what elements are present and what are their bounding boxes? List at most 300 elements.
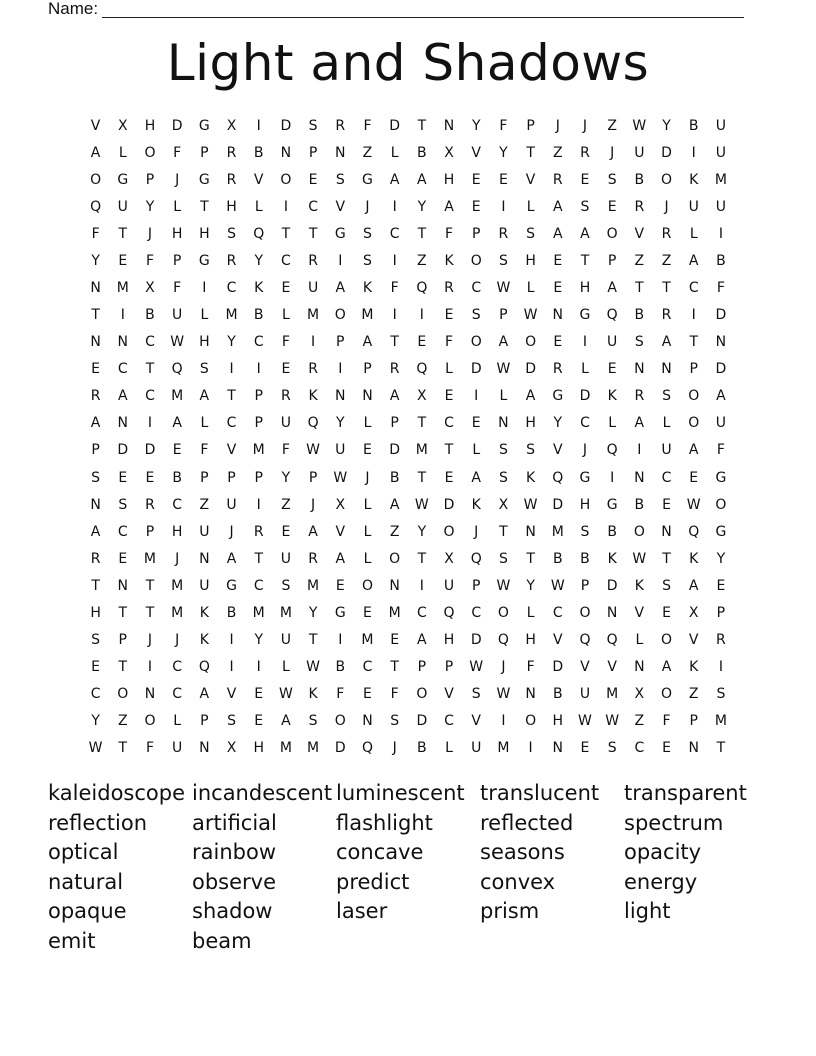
grid-letter[interactable]: Q [470, 550, 482, 567]
grid-letter[interactable]: L [282, 659, 290, 676]
grid-letter[interactable]: D [661, 144, 672, 161]
grid-letter[interactable]: R [552, 171, 563, 188]
grid-letter[interactable]: V [226, 442, 237, 459]
grid-letter[interactable]: N [335, 388, 346, 405]
grid-letter[interactable]: E [335, 577, 345, 594]
grid-letter[interactable]: L [200, 415, 209, 432]
grid-letter[interactable]: T [254, 550, 263, 567]
grid-letter[interactable]: M [714, 713, 727, 730]
grid-letter[interactable]: J [175, 632, 180, 649]
grid-letter[interactable]: Q [361, 740, 373, 757]
grid-letter[interactable]: U [199, 577, 210, 594]
grid-letter[interactable]: C [416, 604, 427, 621]
grid-letter[interactable]: T [417, 117, 427, 134]
grid-letter[interactable]: L [526, 280, 535, 296]
grid-letter[interactable]: D [389, 117, 401, 134]
grid-letter[interactable]: C [688, 280, 699, 296]
grid-letter[interactable]: M [171, 604, 184, 621]
grid-letter[interactable]: Q [307, 415, 319, 432]
grid-letter[interactable]: O [90, 171, 102, 188]
grid-letter[interactable]: H [253, 740, 264, 757]
grid-letter[interactable]: W [632, 117, 647, 134]
grid-letter[interactable]: W [550, 577, 565, 594]
grid-letter[interactable]: Q [171, 361, 183, 378]
grid-letter[interactable]: L [662, 415, 671, 432]
grid-letter[interactable]: O [606, 225, 618, 242]
grid-letter[interactable]: D [443, 496, 455, 513]
grid-letter[interactable]: E [172, 442, 182, 459]
grid-letter[interactable]: N [90, 496, 101, 513]
grid-letter[interactable]: M [279, 604, 292, 621]
grid-letter[interactable]: I [147, 415, 153, 432]
grid-letter[interactable]: A [362, 334, 373, 351]
grid-letter[interactable]: E [471, 171, 481, 188]
grid-letter[interactable]: F [200, 442, 209, 459]
grid-letter[interactable]: K [471, 496, 481, 513]
grid-letter[interactable]: D [416, 713, 428, 730]
grid-letter[interactable]: E [444, 388, 454, 405]
grid-letter[interactable]: T [390, 659, 399, 676]
grid-letter[interactable]: G [198, 171, 210, 188]
grid-letter[interactable]: T [118, 740, 128, 757]
grid-letter[interactable]: I [582, 334, 588, 351]
grid-letter[interactable]: U [715, 198, 727, 215]
grid-letter[interactable]: E [444, 307, 454, 324]
grid-letter[interactable]: J [175, 550, 180, 567]
grid-letter[interactable]: Y [91, 252, 100, 269]
grid-letter[interactable]: B [552, 686, 563, 703]
grid-letter[interactable]: A [525, 388, 536, 405]
grid-letter[interactable]: X [335, 496, 346, 513]
grid-letter[interactable]: N [117, 577, 129, 594]
grid-letter[interactable]: B [552, 550, 563, 567]
grid-letter[interactable]: A [389, 496, 400, 513]
grid-letter[interactable]: M [415, 442, 428, 459]
grid-letter[interactable]: F [91, 225, 100, 242]
grid-letter[interactable]: B [253, 144, 264, 161]
grid-letter[interactable]: P [200, 144, 209, 161]
grid-letter[interactable]: F [445, 334, 454, 351]
grid-letter[interactable]: W [414, 496, 429, 513]
grid-letter[interactable]: L [200, 307, 209, 324]
grid-letter[interactable]: S [199, 361, 209, 378]
grid-letter[interactable]: O [525, 713, 537, 730]
grid-letter[interactable]: J [229, 523, 234, 540]
grid-letter[interactable]: R [661, 225, 672, 242]
grid-letter[interactable]: E [689, 469, 699, 486]
grid-letter[interactable]: S [526, 442, 536, 459]
grid-letter[interactable]: P [444, 659, 454, 676]
grid-letter[interactable]: W [578, 713, 592, 730]
grid-letter[interactable]: D [144, 442, 156, 459]
grid-letter[interactable]: P [227, 469, 236, 486]
grid-letter[interactable]: A [226, 550, 237, 567]
grid-letter[interactable]: M [307, 307, 320, 324]
grid-letter[interactable]: D [117, 442, 129, 459]
grid-letter[interactable]: J [175, 171, 180, 188]
grid-letter[interactable]: A [199, 388, 210, 405]
grid-letter[interactable]: L [499, 388, 508, 405]
grid-letter[interactable]: T [91, 577, 100, 594]
grid-letter[interactable]: I [283, 198, 288, 215]
grid-letter[interactable]: U [579, 686, 591, 703]
grid-letter[interactable]: C [634, 740, 645, 757]
grid-letter[interactable]: I [256, 496, 261, 513]
grid-letter[interactable]: E [662, 740, 671, 757]
grid-letter[interactable]: K [199, 604, 209, 621]
grid-letter[interactable]: E [363, 442, 372, 459]
grid-letter[interactable]: F [390, 280, 399, 296]
grid-letter[interactable]: S [526, 225, 536, 242]
grid-letter[interactable]: U [471, 740, 482, 757]
grid-letter[interactable]: Y [281, 469, 291, 486]
grid-letter[interactable]: R [634, 388, 645, 405]
grid-letter[interactable]: P [689, 713, 698, 730]
grid-letter[interactable]: O [661, 171, 673, 188]
grid-letter[interactable]: A [688, 442, 699, 459]
grid-letter[interactable]: I [256, 117, 261, 134]
grid-letter[interactable]: Z [389, 523, 400, 540]
grid-letter[interactable]: M [714, 171, 727, 188]
name-field[interactable] [48, 0, 744, 18]
grid-letter[interactable]: E [118, 252, 128, 269]
grid-letter[interactable]: J [555, 117, 560, 134]
grid-letter[interactable]: V [634, 604, 645, 621]
grid-letter[interactable]: Z [417, 252, 427, 269]
grid-letter[interactable]: O [334, 307, 346, 324]
grid-letter[interactable]: C [253, 334, 264, 351]
grid-letter[interactable]: D [552, 496, 564, 513]
grid-letter[interactable]: R [308, 361, 318, 378]
grid-letter[interactable]: M [551, 523, 564, 540]
grid-letter[interactable]: S [498, 550, 508, 567]
grid-letter[interactable]: W [686, 496, 701, 513]
grid-letter[interactable]: J [474, 523, 479, 540]
grid-letter[interactable]: O [361, 577, 373, 594]
grid-letter[interactable]: S [471, 686, 481, 703]
grid-letter[interactable]: D [525, 361, 536, 378]
grid-letter[interactable]: I [691, 307, 696, 324]
grid-letter[interactable]: E [553, 280, 563, 296]
grid-letter[interactable]: S [308, 713, 318, 730]
grid-letter[interactable]: T [526, 550, 535, 567]
grid-letter[interactable]: R [226, 144, 237, 161]
grid-letter[interactable]: M [388, 604, 401, 621]
grid-letter[interactable]: E [662, 604, 671, 621]
grid-letter[interactable]: C [90, 686, 101, 703]
grid-letter[interactable]: P [689, 361, 698, 378]
grid-letter[interactable]: U [715, 144, 727, 161]
grid-letter[interactable]: B [389, 469, 400, 486]
grid-letter[interactable]: H [525, 415, 536, 432]
grid-letter[interactable]: P [716, 604, 726, 621]
grid-letter[interactable]: N [199, 550, 210, 567]
grid-letter[interactable]: K [308, 686, 318, 703]
grid-letter[interactable]: L [526, 198, 535, 215]
grid-letter[interactable]: T [580, 252, 590, 269]
grid-letter[interactable]: E [91, 659, 101, 676]
grid-letter[interactable]: S [335, 171, 345, 188]
grid-letter[interactable]: D [334, 740, 346, 757]
grid-letter[interactable]: T [118, 604, 128, 621]
grid-letter[interactable]: N [661, 523, 672, 540]
grid-letter[interactable]: P [172, 252, 182, 269]
grid-letter[interactable]: U [117, 198, 128, 215]
grid-letter[interactable]: J [582, 442, 588, 459]
grid-letter[interactable]: Q [497, 632, 509, 649]
grid-letter[interactable]: V [226, 686, 237, 703]
grid-letter[interactable]: Z [634, 252, 645, 269]
grid-letter[interactable]: L [689, 225, 698, 242]
grid-letter[interactable]: A [661, 659, 672, 676]
grid-letter[interactable]: H [171, 225, 183, 242]
grid-letter[interactable]: A [552, 198, 563, 215]
grid-letter[interactable]: C [444, 713, 454, 730]
grid-letter[interactable]: U [661, 442, 672, 459]
grid-letter[interactable]: Z [661, 252, 672, 269]
grid-letter[interactable]: E [471, 198, 481, 215]
grid-letter[interactable]: G [117, 171, 129, 188]
grid-letter[interactable]: G [606, 496, 618, 513]
grid-letter[interactable]: H [226, 198, 237, 215]
grid-letter[interactable]: I [120, 307, 125, 324]
grid-letter[interactable]: A [389, 171, 400, 188]
grid-letter[interactable]: R [253, 523, 264, 540]
grid-letter[interactable]: I [501, 713, 506, 730]
grid-letter[interactable]: V [607, 659, 617, 676]
grid-letter[interactable]: B [607, 523, 617, 540]
grid-letter[interactable]: E [716, 577, 726, 594]
grid-letter[interactable]: H [144, 117, 156, 134]
grid-letter[interactable]: L [254, 198, 263, 215]
grid-letter[interactable]: G [226, 577, 237, 594]
grid-letter[interactable]: C [226, 415, 237, 432]
grid-letter[interactable]: C [226, 280, 237, 296]
grid-letter[interactable]: O [470, 334, 482, 351]
grid-letter[interactable]: A [498, 334, 509, 351]
grid-letter[interactable]: Y [417, 523, 427, 540]
grid-letter[interactable]: U [280, 632, 292, 649]
grid-letter[interactable]: E [363, 686, 372, 703]
grid-letter[interactable]: C [172, 496, 183, 513]
grid-letter[interactable]: S [662, 577, 671, 594]
grid-letter[interactable]: A [661, 334, 672, 351]
grid-letter[interactable]: B [634, 307, 645, 324]
grid-letter[interactable]: B [580, 550, 590, 567]
grid-letter[interactable]: N [199, 740, 210, 757]
grid-letter[interactable]: V [688, 632, 699, 649]
grid-letter[interactable]: B [172, 469, 182, 486]
grid-letter[interactable]: P [607, 252, 617, 269]
grid-letter[interactable]: B [335, 659, 346, 676]
grid-letter[interactable]: U [715, 117, 727, 134]
grid-letter[interactable]: C [389, 225, 400, 242]
grid-letter[interactable]: E [662, 496, 671, 513]
grid-letter[interactable]: W [523, 496, 538, 513]
grid-letter[interactable]: G [198, 117, 210, 134]
grid-letter[interactable]: K [689, 550, 699, 567]
grid-letter[interactable]: K [444, 252, 454, 269]
grid-letter[interactable]: A [444, 198, 454, 215]
grid-letter[interactable]: P [471, 577, 481, 594]
grid-letter[interactable]: R [90, 388, 101, 405]
grid-letter[interactable]: S [91, 469, 101, 486]
grid-letter[interactable]: D [715, 307, 727, 324]
grid-letter[interactable]: T [417, 415, 427, 432]
grid-letter[interactable]: C [471, 604, 482, 621]
grid-letter[interactable]: B [716, 252, 726, 269]
grid-letter[interactable]: P [471, 225, 481, 242]
grid-letter[interactable]: Q [606, 442, 618, 459]
grid-letter[interactable]: F [173, 280, 182, 296]
grid-letter[interactable]: R [226, 252, 237, 269]
grid-letter[interactable]: N [117, 415, 129, 432]
grid-letter[interactable]: Y [553, 415, 563, 432]
grid-letter[interactable]: N [634, 361, 645, 378]
grid-letter[interactable]: R [444, 280, 454, 296]
grid-letter[interactable]: X [634, 686, 645, 703]
grid-letter[interactable]: W [496, 280, 511, 296]
grid-letter[interactable]: V [552, 632, 563, 649]
grid-letter[interactable]: A [607, 280, 617, 296]
grid-letter[interactable]: L [173, 713, 182, 730]
grid-letter[interactable]: Q [253, 225, 265, 242]
grid-letter[interactable]: H [443, 171, 455, 188]
grid-letter[interactable]: Y [716, 550, 726, 567]
grid-letter[interactable]: K [199, 632, 209, 649]
grid-letter[interactable]: R [335, 117, 346, 134]
grid-letter[interactable]: W [469, 659, 484, 676]
grid-letter[interactable]: O [443, 523, 455, 540]
grid-letter[interactable]: M [361, 632, 374, 649]
grid-letter[interactable]: U [199, 523, 210, 540]
grid-letter[interactable]: F [662, 713, 671, 730]
grid-letter[interactable]: C [308, 198, 318, 215]
grid-letter[interactable]: E [607, 361, 617, 378]
grid-letter[interactable]: N [552, 740, 564, 757]
grid-letter[interactable]: E [417, 334, 427, 351]
name-underline[interactable] [102, 3, 744, 18]
grid-letter[interactable]: J [365, 469, 370, 486]
grid-letter[interactable]: R [716, 632, 726, 649]
grid-letter[interactable]: H [443, 632, 455, 649]
grid-letter[interactable]: L [526, 604, 535, 621]
grid-letter[interactable]: K [362, 280, 373, 296]
grid-letter[interactable]: I [419, 577, 424, 594]
grid-letter[interactable]: R [552, 361, 563, 378]
grid-letter[interactable]: C [117, 361, 128, 378]
grid-letter[interactable]: E [281, 361, 291, 378]
grid-letter[interactable]: L [363, 523, 372, 540]
grid-letter[interactable]: P [91, 442, 100, 459]
grid-letter[interactable]: I [229, 659, 234, 676]
grid-letter[interactable]: S [471, 307, 481, 324]
grid-letter[interactable]: S [498, 469, 508, 486]
grid-letter[interactable]: T [118, 225, 128, 242]
grid-letter[interactable]: K [607, 550, 617, 567]
grid-letter[interactable]: T [417, 550, 427, 567]
grid-letter[interactable]: A [389, 388, 400, 405]
grid-letter[interactable]: A [417, 632, 427, 649]
grid-letter[interactable]: Z [117, 713, 128, 730]
grid-letter[interactable]: H [552, 713, 564, 730]
grid-letter[interactable]: A [308, 523, 318, 540]
grid-letter[interactable]: A [335, 550, 346, 567]
grid-letter[interactable]: R [498, 225, 509, 242]
grid-letter[interactable]: B [226, 604, 237, 621]
grid-letter[interactable]: B [145, 307, 155, 324]
grid-letter[interactable]: E [444, 469, 454, 486]
grid-letter[interactable]: S [580, 523, 590, 540]
grid-letter[interactable]: H [171, 523, 183, 540]
grid-letter[interactable]: I [338, 361, 343, 378]
grid-letter[interactable]: H [525, 252, 536, 269]
grid-letter[interactable]: C [145, 334, 155, 351]
grid-letter[interactable]: Y [145, 198, 155, 215]
grid-letter[interactable]: V [90, 117, 101, 134]
grid-letter[interactable]: I [338, 632, 343, 649]
grid-letter[interactable]: P [254, 469, 263, 486]
grid-letter[interactable]: R [389, 361, 400, 378]
grid-letter[interactable]: R [281, 388, 291, 405]
grid-letter[interactable]: P [499, 307, 508, 324]
grid-letter[interactable]: B [634, 171, 645, 188]
grid-letter[interactable]: X [417, 388, 427, 405]
grid-letter[interactable]: O [715, 496, 727, 513]
grid-letter[interactable]: M [307, 740, 320, 757]
grid-letter[interactable]: D [171, 117, 183, 134]
grid-letter[interactable]: N [606, 604, 618, 621]
grid-letter[interactable]: F [145, 740, 154, 757]
grid-letter[interactable]: T [145, 577, 155, 594]
grid-letter[interactable]: S [363, 225, 372, 242]
grid-letter[interactable]: T [635, 280, 644, 296]
grid-letter[interactable]: U [688, 198, 699, 215]
grid-letter[interactable]: L [390, 144, 399, 161]
grid-letter[interactable]: L [173, 198, 182, 215]
grid-letter[interactable]: V [634, 225, 645, 242]
grid-letter[interactable]: S [716, 686, 726, 703]
grid-letter[interactable]: E [254, 713, 264, 730]
grid-letter[interactable]: F [336, 686, 345, 703]
grid-letter[interactable]: Q [198, 659, 210, 676]
grid-letter[interactable]: J [392, 740, 397, 757]
grid-letter[interactable]: I [474, 388, 479, 405]
grid-letter[interactable]: T [308, 632, 318, 649]
grid-letter[interactable]: Y [526, 577, 535, 594]
grid-letter[interactable]: N [389, 577, 400, 594]
grid-letter[interactable]: P [118, 632, 127, 649]
grid-letter[interactable]: G [198, 252, 210, 269]
grid-letter[interactable]: S [227, 713, 236, 730]
grid-letter[interactable]: M [307, 577, 320, 594]
grid-letter[interactable]: N [688, 740, 699, 757]
grid-letter[interactable]: I [147, 659, 153, 676]
grid-letter[interactable]: P [363, 361, 372, 378]
grid-letter[interactable]: U [715, 415, 727, 432]
grid-letter[interactable]: S [363, 252, 372, 269]
grid-letter[interactable]: E [607, 198, 617, 215]
grid-letter[interactable]: W [88, 740, 103, 757]
grid-letter[interactable]: V [552, 442, 563, 459]
grid-letter[interactable]: U [226, 496, 237, 513]
grid-letter[interactable]: N [90, 280, 101, 296]
grid-letter[interactable]: C [444, 415, 454, 432]
grid-letter[interactable]: S [308, 117, 318, 134]
grid-letter[interactable]: I [501, 198, 506, 215]
grid-letter[interactable]: L [363, 415, 372, 432]
grid-letter[interactable]: W [306, 659, 321, 676]
